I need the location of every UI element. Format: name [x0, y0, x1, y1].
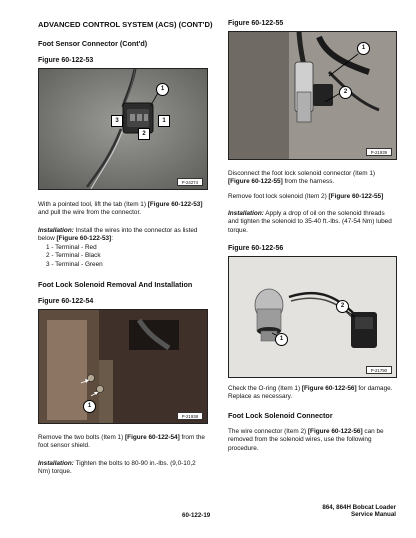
paragraph-wire-connector: The wire connector (Item 2) [Figure 60-122-56] can be removed from the solenoid wires, use the following procedure.	[228, 428, 384, 452]
photo-code: P-21939	[366, 148, 392, 156]
photo-code: P-21938	[177, 412, 203, 420]
callout-1-connector: 1	[357, 42, 370, 55]
callout-2-solenoid: 2	[339, 86, 352, 99]
bolts-photo-illustration	[39, 310, 207, 423]
solenoid-oring-photo-illustration	[229, 257, 396, 377]
paragraph-installation-wires: Installation: Install the wires into the connector as listed below [Figure 60-122-53]:	[38, 227, 198, 243]
callout-1-oring: 1	[275, 333, 288, 346]
model-name: 864, 864H Bobcat Loader	[322, 504, 396, 511]
solenoid-harness-photo-illustration	[229, 32, 396, 159]
figure-title: Figure 60-122-53	[38, 57, 94, 64]
paragraph-installation-solenoid: Installation: Apply a drop of oil on the solenoid threads and tighten the solenoid to 35-40 ft.-lbs. (47-54 Nm) lubed torque.	[228, 210, 392, 234]
subsection-title: Foot Lock Solenoid Connector	[228, 411, 333, 420]
terminal-2-label: 2	[138, 128, 150, 140]
terminal-list	[46, 244, 206, 269]
paragraph-remove-solenoid: Remove foot lock solenoid (Item 2) [Figure 60-122-55]	[228, 193, 384, 200]
callout-1-bolts: 1	[83, 400, 96, 413]
figure-title: Figure 60-122-54	[38, 298, 94, 305]
figure-title: Figure 60-122-55	[228, 20, 284, 27]
callout-2-wire-connector: 2	[336, 300, 349, 313]
subsection-title: Foot Lock Solenoid Removal And Installation	[38, 280, 193, 289]
figure-60-122-55-photo	[228, 31, 397, 160]
callout-1-tab: 1	[156, 83, 169, 96]
terminal-item: 2 - Terminal - Black	[46, 252, 101, 260]
figure-60-122-53-photo	[38, 68, 208, 190]
terminal-item: 3 - Terminal - Green	[46, 260, 103, 268]
terminal-item: 1 - Terminal - Red	[46, 244, 97, 251]
paragraph-check-oring: Check the O-ring (Item 1) [Figure 60-122-56] for damage. Replace as necessary.	[228, 385, 393, 401]
terminal-3-label: 3	[111, 115, 123, 127]
paragraph-installation-bolts: Installation: Tighten the bolts to 80-90 in.-lbs. (9,0-10,2 Nm) torque.	[38, 460, 196, 476]
figure-60-122-54-photo	[38, 309, 208, 424]
footer-title	[322, 504, 396, 518]
subsection-title: Foot Sensor Connector (Cont'd)	[38, 39, 148, 48]
paragraph-remove-bolts: Remove the two bolts (Item 1) [Figure 60-122-54] from the foot sensor shield.	[38, 434, 205, 450]
paragraph-lift-tab: With a pointed tool, lift the tab (Item 1) [Figure 60-122-53] and pull the wire from the connector.	[38, 201, 203, 217]
connector-photo-illustration	[39, 69, 207, 189]
figure-60-122-56-photo	[228, 256, 397, 378]
terminal-1-label: 1	[158, 115, 170, 127]
manual-name: Service Manual	[350, 511, 396, 518]
figure-title: Figure 60-122-56	[228, 245, 284, 252]
section-title: ADVANCED CONTROL SYSTEM (ACS) (CONT'D)	[38, 20, 213, 29]
paragraph-disconnect: Disconnect the foot lock solenoid connector (Item 1) [Figure 60-122-55] from the harness.	[228, 170, 376, 186]
page-number: 60-122-19	[182, 512, 211, 519]
photo-code: P-24274	[177, 178, 203, 186]
photo-code: P-21790	[366, 366, 392, 374]
